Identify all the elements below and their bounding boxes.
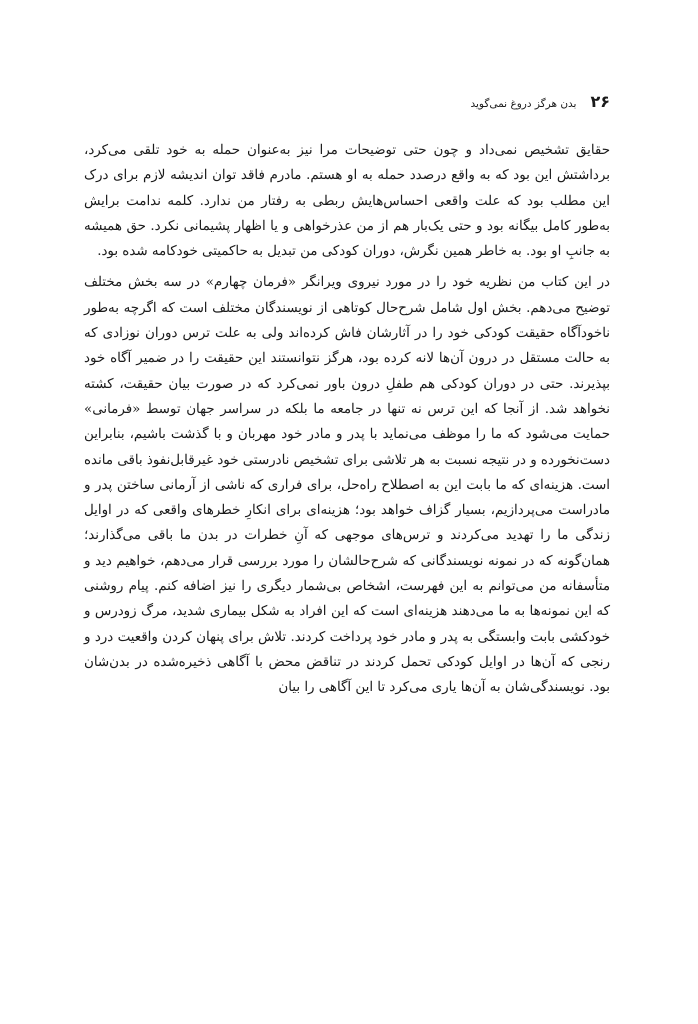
- body-text: [84, 138, 610, 701]
- paragraph-2: در این کتاب من نظریه خود را در مورد نیروی ویرانگر «فرمان چهارم» در سه بخش مختلف توضیح می‌دهم. بخش اول شامل شرح‌حال کوتاهی از نویسندگان مختلف است که اگرچه به‌طور ناخودآگاه حقیقت کودکی خود را در آثارشان فاش کرده‌اند ولی به علت ترس دوران نوزادی که به حالت مستقل در درون آن‌ها لانه کرده بود، هرگز نتوانستند این حقیقت را در ضمیر آگاه خود بپذیرند. حتی در دوران کودکی هم طفلِ درون باور نمی‌کرد که در صورت بیان حقیقت، کشته نخواهد شد. از آنجا که این ترس نه تنها در جامعه ما بلکه در سراسر جهان توسط «فرمانی» حمایت می‌شود که ما را موظف می‌نماید با پدر و مادر خود مهربان و با گذشت باشیم، بنابراین دست‌نخورده و در نتیجه نسبت به هر تلاشی برای تشخیص نادرستی خود غیرقابل‌نفوذ باقی مانده است. هزینه‌ای که ما بابت این به اصطلاح راه‌حل، برای فراری که ناشی از آرمانی ساختن پدر و مادراست می‌پردازیم، بسیار گزاف خواهد بود؛ هزینه‌ای برای انکارِ خطرهای واقعی که در اوایل زندگی ما را تهدید می‌کردند و ترس‌های موجهی که آنِ خطرات در بدن ما باقی می‌گذارند؛ همان‌گونه که در نمونه نویسندگانی که شرح‌حالشان را مورد بررسی قرار می‌دهم، خواهیم دید و متأسفانه من می‌توانم به این فهرست، اشخاص بی‌شمار دیگری را نیز اضافه کنم. پیام روشنی که این نمونه‌ها به ما می‌دهند هزینه‌ای است که این افراد به شکل بیماری شدید، مرگ زودرس و خودکشی بابت وابستگی به پدر و مادر خود پرداخت کردند. تلاش برای پنهان کردن واقعیت درد و رنجی که آن‌ها در اوایل کودکی تحمل کردند در تناقض محض با آگاهی ذخیره‌شده در بدن‌شان بود. نویسندگی‌شان به آن‌ها یاری می‌کرد تا این آگاهی را بیان: [84, 275, 610, 696]
- page-number: ۲۶: [590, 92, 610, 111]
- running-header: [88, 92, 610, 118]
- running-title: بدن هرگز دروغ نمی‌گوید: [470, 98, 577, 110]
- paragraph-1: حقایق تشخیص نمی‌داد و چون حتی توضیحات مرا نیز به‌عنوان حمله به خود تلقی می‌کرد، برداشتش این بود که به واقع درصدد حمله به او هستم. مادرم فاقد توان اندیشه لازم برای درک این مطلب بود که علت واقعی احساس‌هایش ربطی به رفتار من ندارد. کلمه ندامت برایش به‌طور کامل بیگانه بود و حتی یک‌بار هم از من عذرخواهی و یا اظهار پشیمانی نکرد. حق همیشه به جانبِ او بود. به خاطر همین نگرش، دوران کودکی من تبدیل به حاکمیتی خودکامه شده بود.: [84, 143, 610, 260]
